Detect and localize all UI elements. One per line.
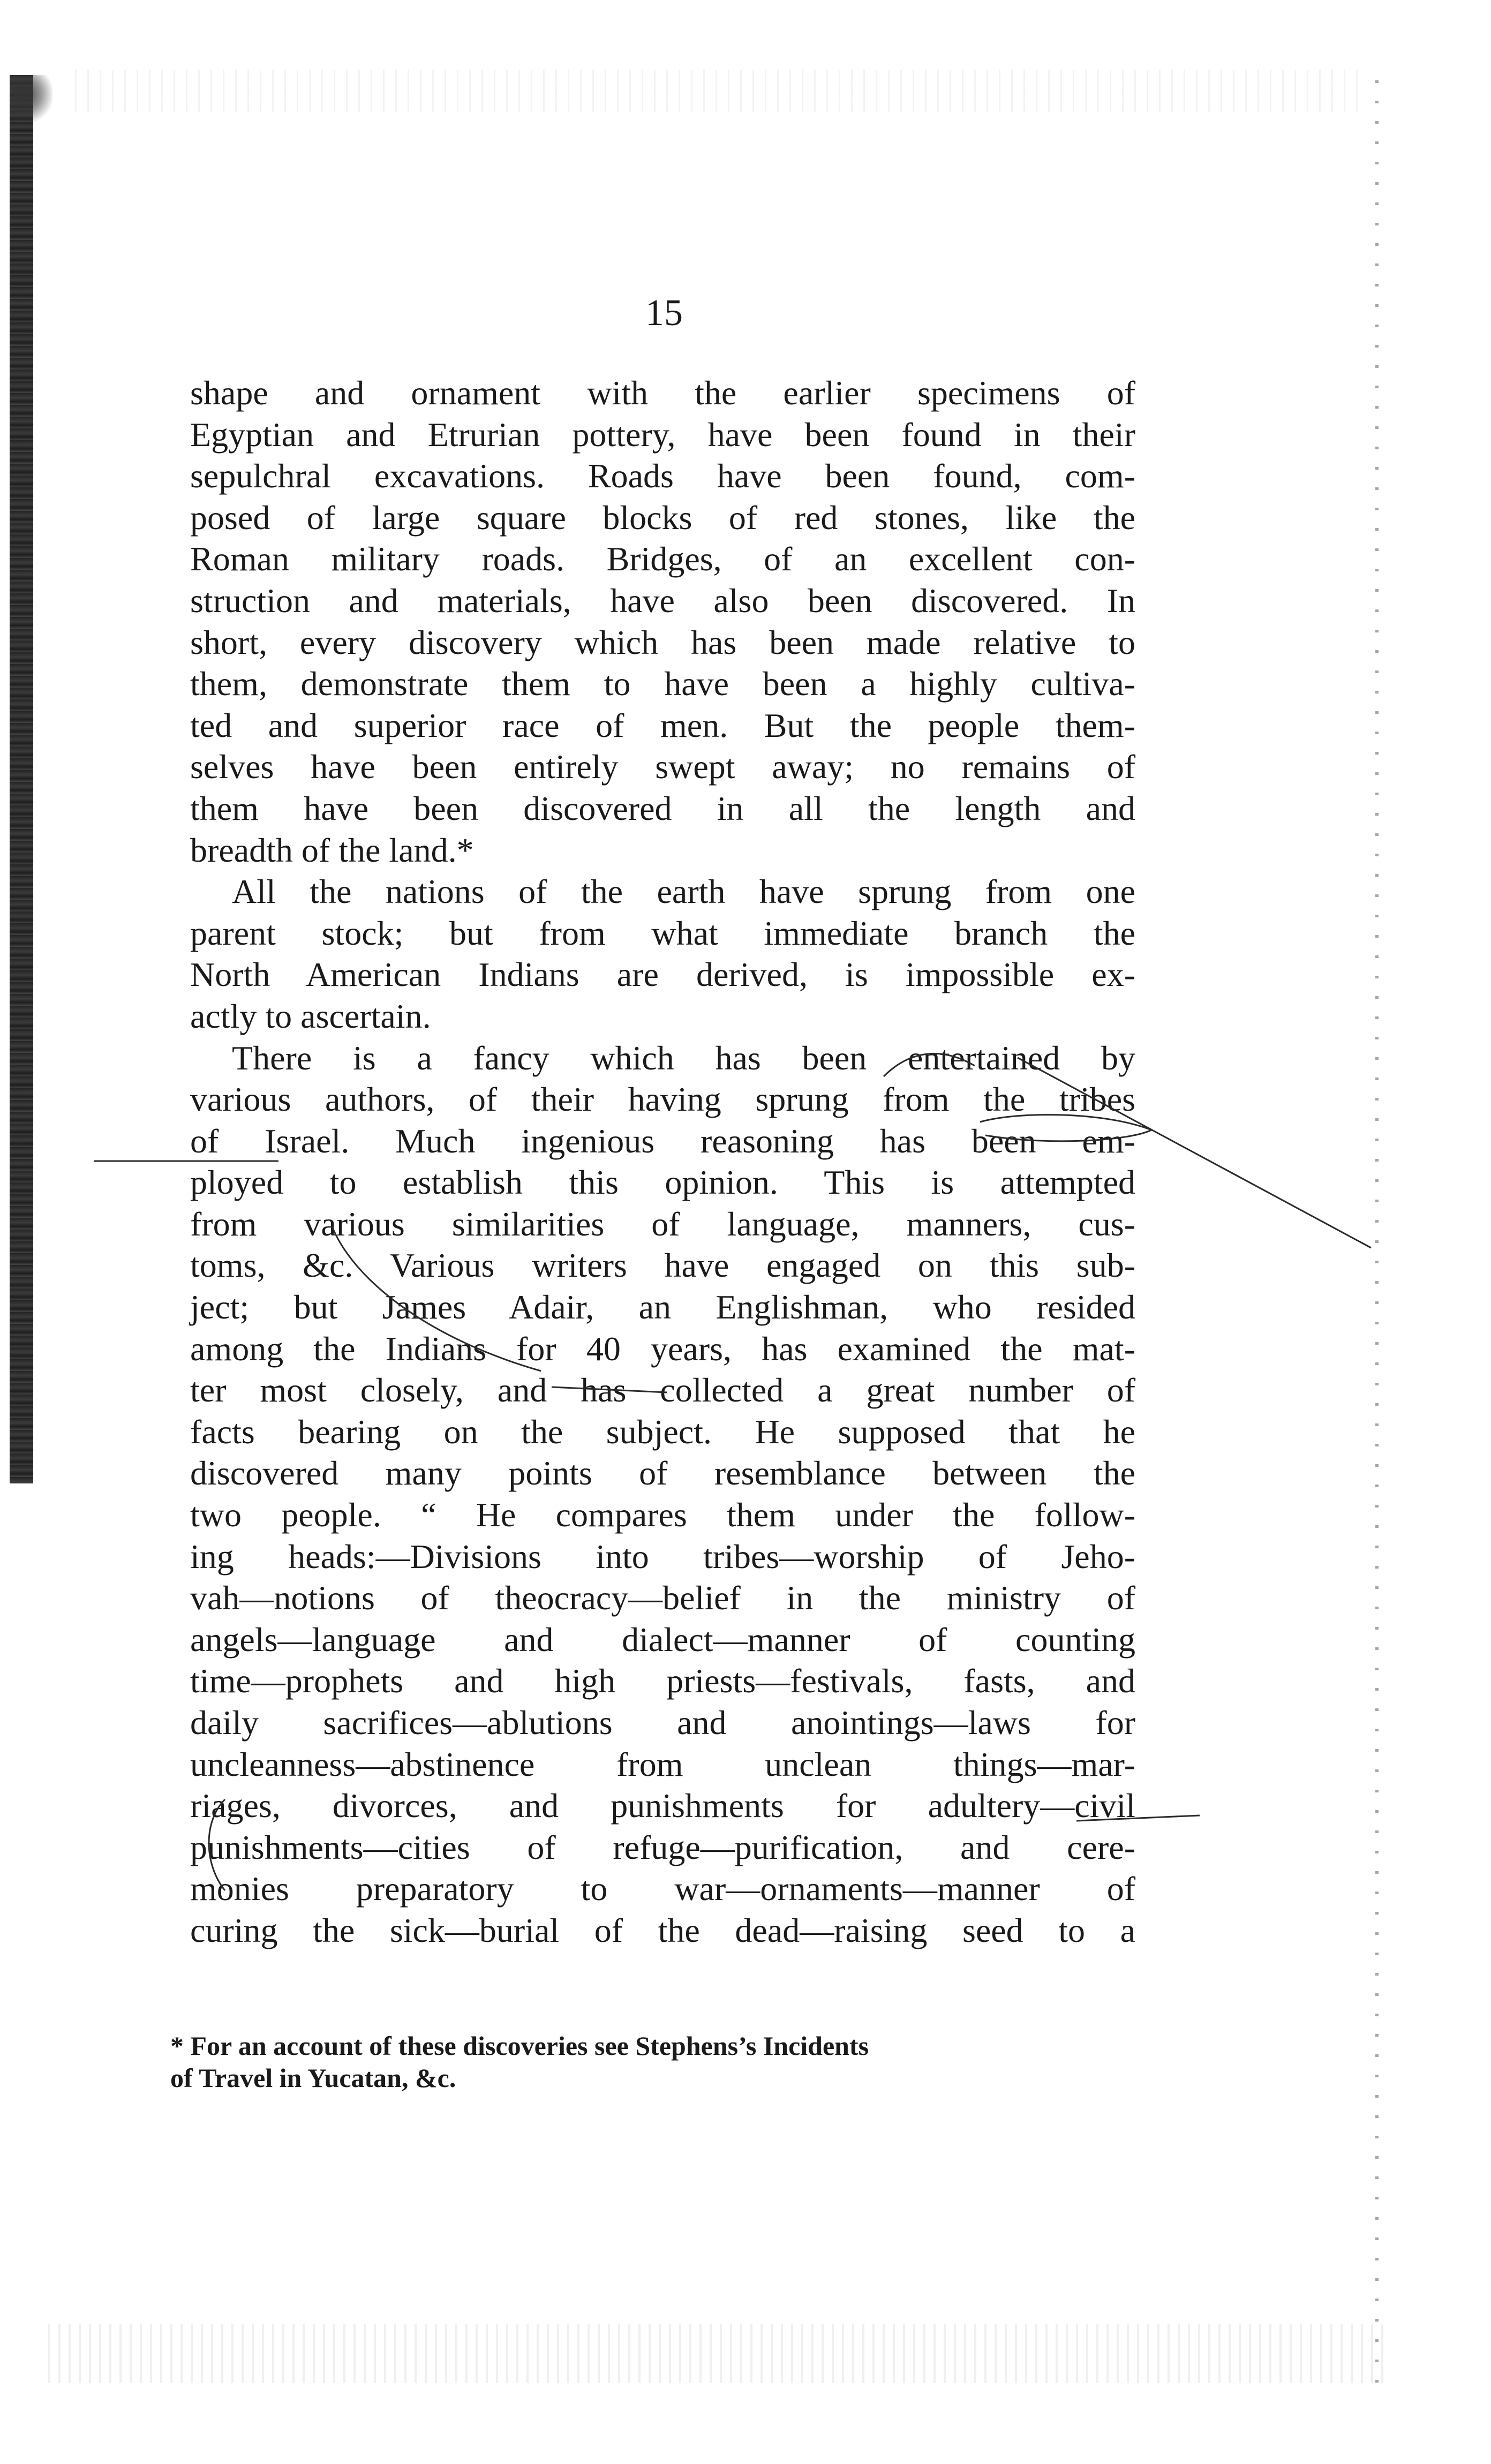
pen-stroke-employed-diagonal <box>332 1226 541 1371</box>
pen-stroke-long-diagonal <box>1018 1058 1371 1248</box>
pen-stroke-adair-diagonal <box>552 1387 667 1392</box>
text-line: ter most closely, and has collected a great number of <box>190 1371 1135 1410</box>
text-line: riages, divorces, and punishments for adultery—civil <box>190 1787 1135 1825</box>
text-line: facts bearing on the subject. He supposed that he <box>190 1412 1135 1451</box>
text-line: Egyptian and Etrurian pottery, have been found in their <box>190 415 1135 454</box>
text-line: of Israel. Much ingenious reasoning has been em- <box>190 1121 1135 1160</box>
text-line: There is a fancy which has been entertained by <box>232 1038 1135 1077</box>
text-line: punishments—cities of refuge—purification, and cere- <box>190 1828 1135 1866</box>
page-number: 15 <box>645 292 683 334</box>
text-line: uncleanness—abstinence from unclean things—mar- <box>190 1745 1135 1783</box>
text-line: All the nations of the earth have sprung from one <box>232 872 1135 911</box>
text-line: time—prophets and high priests—festivals, fasts, and <box>190 1662 1135 1700</box>
text-line: monies preparatory to war—ornaments—manner of <box>190 1870 1135 1908</box>
text-line: discovered many points of resemblance between the <box>190 1454 1135 1493</box>
text-line: among the Indians for 40 years, has examined the mat- <box>190 1329 1135 1368</box>
footnote-line: of Travel in Yucatan, &c. <box>170 2063 456 2093</box>
text-line: short, every discovery which has been made relative to <box>190 623 1135 661</box>
text-line: them, demonstrate them to have been a highly cultiva- <box>190 665 1135 703</box>
pen-stroke-entertained-hook <box>884 1053 975 1076</box>
text-line: them have been discovered in all the length and <box>190 789 1135 827</box>
text-line: North American Indians are derived, is impossible ex- <box>190 955 1135 994</box>
text-line: selves have been entirely swept away; no remains of <box>190 748 1135 786</box>
text-line: toms, &c. Various writers have engaged on this sub- <box>190 1246 1135 1285</box>
text-line: Roman military roads. Bridges, of an excellent con- <box>190 540 1135 578</box>
text-line: struction and materials, have also been discovered. In <box>190 581 1135 620</box>
pen-stroke-civil-line <box>1076 1815 1200 1821</box>
text-line: two people. “ He compares them under the follow- <box>190 1496 1135 1534</box>
text-line: ing heads:—Divisions into tribes—worship of Jeho- <box>190 1537 1135 1576</box>
text-line: daily sacrifices—ablutions and anointings—laws for <box>190 1704 1135 1742</box>
text-line: breadth of the land.* <box>190 831 474 869</box>
text-line: actly to ascertain. <box>190 997 431 1035</box>
footnote-line: * For an account of these discoveries see Stephens’s Incidents <box>170 2031 869 2061</box>
text-line: angels—language and dialect—manner of counting <box>190 1620 1135 1659</box>
text-line: shape and ornament with the earlier specimens of <box>190 374 1135 412</box>
text-line: ject; but James Adair, an Englishman, who resided <box>190 1288 1135 1327</box>
text-line: from various similarities of language, manners, cus- <box>190 1204 1135 1243</box>
pen-stroke-tribes-circle <box>980 1114 1151 1141</box>
text-line: curing the sick—burial of the dead—raising seed to a <box>190 1911 1135 1949</box>
text-line: various authors, of their having sprung from the tribes <box>190 1080 1135 1119</box>
text-line: parent stock; but from what immediate branch the <box>190 914 1135 952</box>
text-line: posed of large square blocks of red stones, like the <box>190 498 1135 537</box>
text-line: vah—notions of theocracy—belief in the ministry of <box>190 1579 1135 1617</box>
text-line: sepulchral excavations. Roads have been found, com- <box>190 457 1135 495</box>
text-line: ted and superior race of men. But the people them- <box>190 706 1135 744</box>
pen-stroke-left-bracket <box>209 1799 225 1890</box>
text-line: ployed to establish this opinion. This is attempted <box>190 1163 1135 1202</box>
